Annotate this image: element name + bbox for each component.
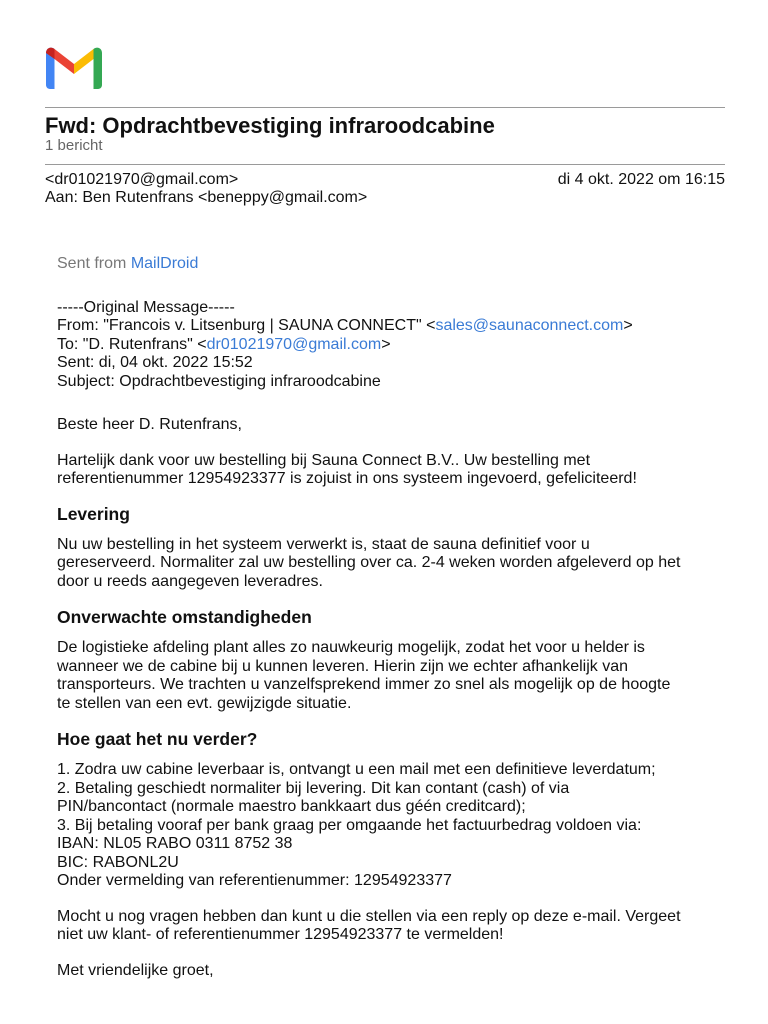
original-sent-line: Sent: di, 04 okt. 2022 15:52 [57,354,253,371]
list-item: PIN/bancontact (normale maestro bankkaart dus géén creditcard); [57,798,526,815]
delivery-paragraph: Nu uw bestelling in het systeem verwerkt is, staat de sauna definitief voor u gereserveerd. Normaliter zal uw bestelling over ca. 2-4 weken worden afgeleverd op het door u reeds aangegeven leveradres. [57,535,681,590]
message-count: 1 bericht [45,137,103,154]
sender-email-link[interactable]: sales@saunaconnect.com [435,317,624,334]
closing-paragraph: Mocht u nog vragen hebben dan kunt u die stellen via een reply op deze e-mail. Vergeet niet uw klant- of referentienummer 12954923377 te vermelden! [57,907,681,943]
next-steps-heading: Hoe gaat het nu verder? [57,729,258,749]
thread-divider [45,164,725,165]
maildroid-link[interactable]: MailDroid [130,255,199,272]
signature-line [57,255,727,274]
sender-address: <dr01021970@gmail.com> [45,171,239,188]
reference-line: Onder vermelding van referentienummer: 12954923377 [57,872,452,889]
signature-prefix: Sent from [57,255,131,272]
original-message-marker: -----Original Message----- [57,298,235,316]
email-date: di 4 okt. 2022 om 16:15 [557,171,725,188]
email-body [57,255,727,980]
greeting: Beste heer D. Rutenfrans, [57,416,242,433]
intro-paragraph: Hartelijk dank voor uw bestelling bij Sauna Connect B.V.. Uw bestelling met referentienummer 12954923377 is zojuist in ons systeem ingevoerd, gefeliciteerd! [57,451,637,487]
list-item: 3. Bij betaling vooraf per bank graag per omgaande het factuurbedrag voldoen via: [57,816,642,834]
original-subject-line: Subject: Opdrachtbevestiging infraroodcabine [57,372,381,390]
sign-off: Met vriendelijke groet, [57,961,214,979]
next-steps-list [57,761,727,891]
header-divider [45,107,725,108]
gmail-logo-icon [46,47,102,89]
list-item: 2. Betaling geschiedt normaliter bij levering. Dit kan contant (cash) of via [57,779,570,797]
original-to-line: To: "D. Rutenfrans" <dr01021970@gmail.com> [57,335,391,353]
unexpected-paragraph: De logistieke afdeling plant alles zo nauwkeurig mogelijk, zodat het voor u helder is wanneer we de cabine bij u kunnen leveren. Hierin zijn we echter afhankelijk van transporteurs. We trachten u vanzelfsprekend immer zo snel als mogelijk op de hoogte te stellen van een evt. gewijzigde situatie. [57,639,671,712]
original-from-line: From: "Francois v. Litsenburg | SAUNA CONNECT" <sales@saunaconnect.com> [57,317,633,334]
recipient-email-link[interactable]: dr01021970@gmail.com [206,335,382,353]
delivery-heading: Levering [57,503,130,524]
recipient-line: Aan: Ben Rutenfrans <beneppy@gmail.com> [45,189,368,206]
iban-line: IBAN: NL05 RABO 0311 8752 38 [57,835,293,852]
list-item: 1. Zodra uw cabine leverbaar is, ontvangt u een mail met een definitieve leverdatum; [57,761,656,778]
bic-line: BIC: RABONL2U [57,853,179,871]
unexpected-heading: Onverwachte omstandigheden [57,607,312,627]
email-subject: Fwd: Opdrachtbevestiging infraroodcabine [45,113,495,138]
